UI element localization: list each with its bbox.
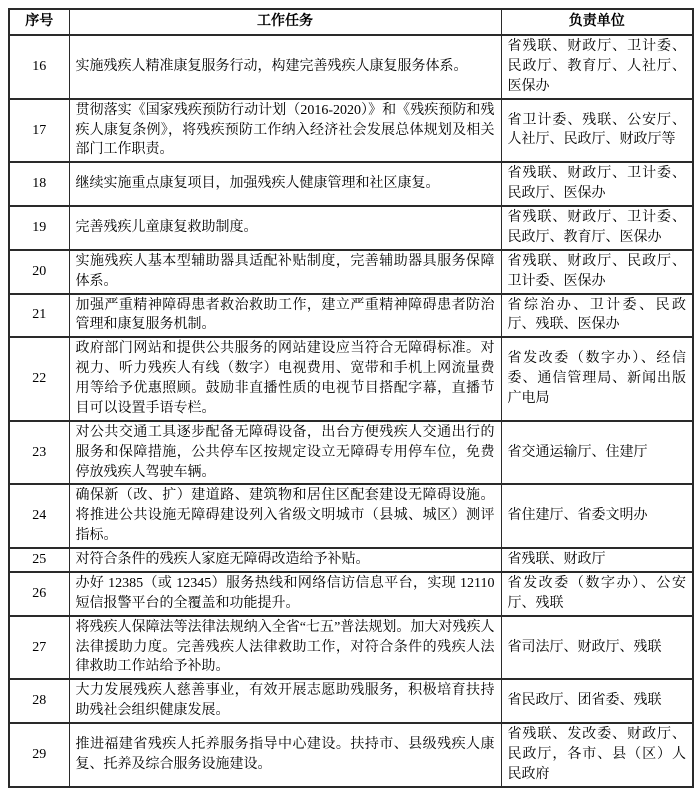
unit-cell: 省民政厅、团省委、残联 (501, 679, 693, 723)
task-cell: 贯彻落实《国家残疾预防行动计划（2016-2020）》和《残疾预防和残疾人康复条例》，将残疾预防工作纳入经济社会发展总体规划及相关部门工作职责。 (69, 99, 501, 163)
table-row (9, 548, 693, 572)
serial-number-cell: 16 (9, 35, 69, 99)
serial-number-cell: 26 (9, 572, 69, 616)
unit-cell: 省卫计委、残联、公安厅、人社厅、民政厅、财政厅等 (501, 99, 693, 163)
serial-number-cell: 28 (9, 679, 69, 723)
header-work-task: 工作任务 (69, 9, 501, 35)
task-cell: 对符合条件的残疾人家庭无障碍改造给予补贴。 (69, 548, 501, 572)
table-row (9, 421, 693, 485)
work-task-table (8, 8, 694, 788)
table-row (9, 572, 693, 616)
unit-cell: 省残联、财政厅、卫计委、民政厅、教育厅、医保办 (501, 206, 693, 250)
serial-number-cell: 17 (9, 99, 69, 163)
table-row (9, 723, 693, 787)
task-cell: 实施残疾人基本型辅助器具适配补贴制度，完善辅助器具服务保障体系。 (69, 250, 501, 294)
unit-cell: 省发改委（数字办）、经信委、通信管理局、新闻出版广电局 (501, 337, 693, 421)
task-cell: 大力发展残疾人慈善事业，有效开展志愿助残服务，积极培育扶持助残社会组织健康发展。 (69, 679, 501, 723)
serial-number-cell: 29 (9, 723, 69, 787)
serial-number-cell: 25 (9, 548, 69, 572)
serial-number-cell: 22 (9, 337, 69, 421)
serial-number-cell: 20 (9, 250, 69, 294)
table-row (9, 206, 693, 250)
unit-cell: 省司法厅、财政厅、残联 (501, 616, 693, 680)
task-cell: 政府部门网站和提供公共服务的网站建设应当符合无障碍标准。对视力、听力残疾人有线（数字）电视费用、宽带和手机上网流量费用等给予优惠照顾。鼓励非直播性质的电视节目搭配字幕，直播节目可以设置手语专栏。 (69, 337, 501, 421)
task-cell: 实施残疾人精准康复服务行动，构建完善残疾人康复服务体系。 (69, 35, 501, 99)
table-row (9, 616, 693, 680)
unit-cell: 省残联、财政厅 (501, 548, 693, 572)
serial-number-cell: 18 (9, 162, 69, 206)
serial-number-cell: 19 (9, 206, 69, 250)
unit-cell: 省综治办、卫计委、民政厅、残联、医保办 (501, 294, 693, 338)
unit-cell: 省发改委（数字办）、公安厅、残联 (501, 572, 693, 616)
table-header-row (9, 9, 693, 35)
unit-cell: 省残联、财政厅、民政厅、卫计委、医保办 (501, 250, 693, 294)
table-row (9, 99, 693, 163)
table-row (9, 484, 693, 548)
task-cell: 完善残疾儿童康复救助制度。 (69, 206, 501, 250)
serial-number-cell: 24 (9, 484, 69, 548)
table-row (9, 337, 693, 421)
table-row (9, 162, 693, 206)
task-cell: 加强严重精神障碍患者救治救助工作，建立严重精神障碍患者防治管理和康复服务机制。 (69, 294, 501, 338)
table-row (9, 35, 693, 99)
serial-number-cell: 21 (9, 294, 69, 338)
table-row (9, 294, 693, 338)
unit-cell: 省住建厅、省委文明办 (501, 484, 693, 548)
unit-cell: 省残联、财政厅、卫计委、民政厅、教育厅、人社厅、医保办 (501, 35, 693, 99)
task-cell: 推进福建省残疾人托养服务指导中心建设。扶持市、县级残疾人康复、托养及综合服务设施建设。 (69, 723, 501, 787)
task-cell: 继续实施重点康复项目，加强残疾人健康管理和社区康复。 (69, 162, 501, 206)
unit-cell: 省交通运输厅、住建厅 (501, 421, 693, 485)
header-serial-number: 序号 (9, 9, 69, 35)
task-cell: 对公共交通工具逐步配备无障碍设备，出台方便残疾人交通出行的服务和保障措施，公共停车区按规定设立无障碍专用停车位，免费停放残疾人驾驶车辆。 (69, 421, 501, 485)
unit-cell: 省残联、财政厅、卫计委、民政厅、医保办 (501, 162, 693, 206)
table-row (9, 250, 693, 294)
table-row (9, 679, 693, 723)
task-cell: 办好 12385（或 12345）服务热线和网络信访信息平台，实现 12110 短信报警平台的全覆盖和功能提升。 (69, 572, 501, 616)
task-cell: 确保新（改、扩）建道路、建筑物和居住区配套建设无障碍设施。将推进公共设施无障碍建设列入省级文明城市（县城、城区）测评指标。 (69, 484, 501, 548)
task-cell: 将残疾人保障法等法律法规纳入全省“七五”普法规划。加大对残疾人法律援助力度。完善残疾人法律救助工作，对符合条件的残疾人法律救助工作站给予补助。 (69, 616, 501, 680)
unit-cell: 省残联、发改委、财政厅、民政厅，各市、县（区）人民政府 (501, 723, 693, 787)
header-responsible-unit: 负责单位 (501, 9, 693, 35)
serial-number-cell: 27 (9, 616, 69, 680)
serial-number-cell: 23 (9, 421, 69, 485)
